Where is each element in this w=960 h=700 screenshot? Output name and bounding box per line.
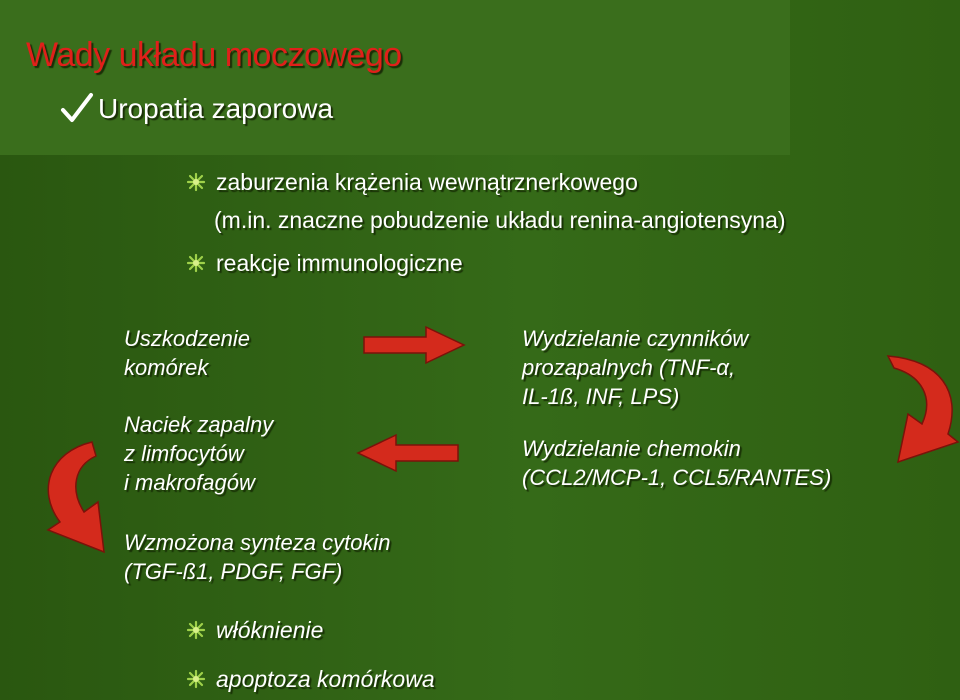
chemokines-text bbox=[522, 434, 831, 492]
cytokines-line: Wzmożona synteza cytokin bbox=[124, 530, 391, 555]
proinflammatory-text bbox=[522, 324, 748, 411]
proinflammatory-line: Wydzielanie czynników bbox=[522, 326, 749, 351]
sparkle-bullet-icon bbox=[186, 620, 206, 640]
chemokines-line: (CCL2/MCP-1, CCL5/RANTES) bbox=[522, 465, 832, 490]
infiltrate-line: z limfocytów bbox=[124, 441, 244, 466]
cell-damage-line: komórek bbox=[124, 355, 209, 380]
arrow-left-icon bbox=[356, 433, 460, 473]
bullet-immunology: reakcje immunologiczne bbox=[216, 250, 463, 276]
header-panel bbox=[0, 0, 790, 155]
sparkle-bullet-icon bbox=[186, 172, 206, 192]
sparkle-bullet-icon bbox=[186, 669, 206, 689]
cell-damage-text bbox=[124, 324, 250, 382]
proinflammatory-line: prozapalnych (TNF-α, bbox=[522, 355, 736, 380]
proinflammatory-line: IL-1ß, INF, LPS) bbox=[522, 384, 680, 409]
cytokines-text bbox=[124, 528, 391, 586]
infiltrate-line: i makrofagów bbox=[124, 470, 255, 495]
arrow-right-icon bbox=[362, 325, 466, 365]
chemokines-line: Wydzielanie chemokin bbox=[522, 436, 741, 461]
bullet-fibrosis: włóknienie bbox=[216, 617, 324, 643]
bullet-circulation: zaburzenia krążenia wewnątrznerkowego bbox=[216, 169, 638, 195]
slide-title: Wady układu moczowego bbox=[26, 36, 402, 74]
cell-damage-line: Uszkodzenie bbox=[124, 326, 250, 351]
subtitle-row bbox=[60, 92, 333, 126]
sparkle-bullet-icon bbox=[186, 253, 206, 273]
slide-subtitle: Uropatia zaporowa bbox=[98, 93, 334, 124]
infiltrate-line: Naciek zapalny bbox=[124, 412, 274, 437]
bullet-circulation-note: (m.in. znaczne pobudzenie układu renina-angiotensyna) bbox=[214, 207, 786, 233]
cytokines-line: (TGF-ß1, PDGF, FGF) bbox=[124, 559, 343, 584]
curved-arrow-left-icon bbox=[30, 440, 112, 558]
checkmark-icon bbox=[60, 92, 94, 126]
curved-arrow-right-icon bbox=[884, 352, 960, 470]
infiltrate-text bbox=[124, 410, 273, 497]
bullet-apoptosis: apoptoza komórkowa bbox=[216, 666, 435, 692]
